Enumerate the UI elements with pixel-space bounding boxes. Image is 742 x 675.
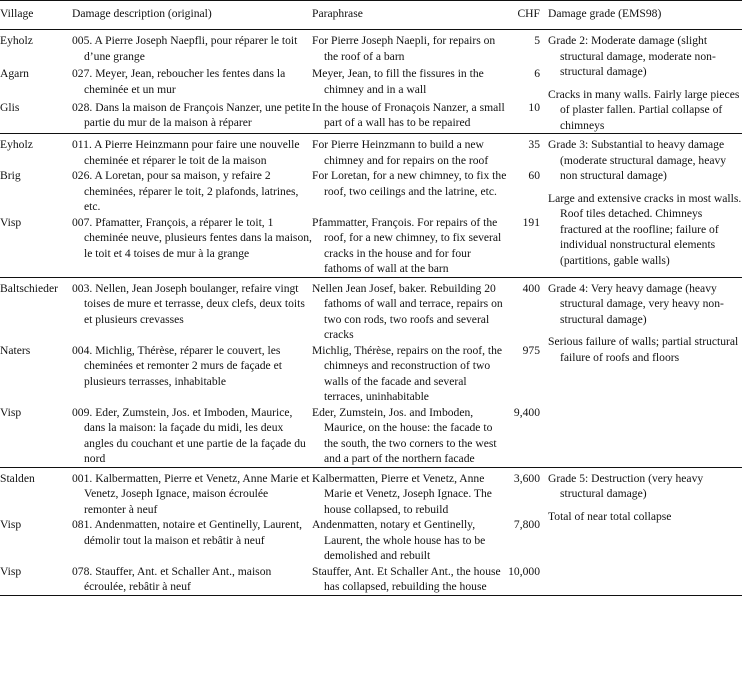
table-row <box>0 467 742 517</box>
paraphrase-cell: For Loretan, for a new chimney, to fix the roof, two ceilings and the latrine, etc. <box>312 169 507 198</box>
village-cell: Visp <box>0 215 22 229</box>
village-cell: Visp <box>0 518 22 531</box>
header-paraphrase: Paraphrase <box>312 7 363 20</box>
grade-5-group <box>0 467 742 595</box>
damage-grade-cell <box>548 134 742 278</box>
grade-4-group <box>0 277 742 467</box>
village-cell: Agarn <box>0 67 29 81</box>
village-cell: Eyholz <box>0 34 33 47</box>
chf-cell: 3,600 <box>513 471 540 485</box>
paraphrase-cell: For Pierre Heinzmann to build a new chimney and for repairs on the roof <box>312 138 489 167</box>
paraphrase-cell: Eder, Zumstein, Jos. and Imboden, Maurice, on the house: the facade to the south, the two corners to the west and a part of the northern facade <box>312 405 497 465</box>
table-row <box>0 30 742 67</box>
grade-description: Total of near total collapse <box>548 509 672 523</box>
paraphrase-cell: Stauffer, Ant. Et Schaller Ant., the house has collapsed, rebuilding the house <box>312 564 501 593</box>
paraphrase-cell: Kalbermatten, Pierre et Venetz, Anne Marie et Venetz, Joseph Ignace. The house collapsed, to rebuild <box>312 471 492 516</box>
paraphrase-cell: Nellen Jean Josef, baker. Rebuilding 20 fathoms of wall and terrace, repairs on two con rods, two roofs and several cracks <box>312 281 503 341</box>
original-description-cell: 081. Andenmatten, notaire et Gentinelly, Laurent, démolir tout la maison et rebâtir à neuf <box>72 518 303 547</box>
grade-3-group <box>0 134 742 278</box>
chf-cell: 975 <box>522 343 540 357</box>
chf-cell: 35 <box>528 138 540 151</box>
chf-cell: 5 <box>534 34 540 47</box>
chf-cell: 7,800 <box>513 518 540 531</box>
original-description-cell: 003. Nellen, Jean Joseph boulanger, refaire vingt toises de mure et terrasse, deux clefs, deux toits et plusieurs crevasses <box>72 281 305 326</box>
village-cell: Brig <box>0 169 21 182</box>
grade-title: Grade 2: Moderate damage (slight structural damage, moderate non-structural damage) <box>548 34 716 78</box>
header-village: Village <box>0 7 34 20</box>
chf-cell: 10 <box>528 100 540 114</box>
chf-cell: 60 <box>528 169 540 182</box>
grade-title: Grade 5: Destruction (very heavy structural damage) <box>548 471 704 500</box>
original-description-cell: 001. Kalbermatten, Pierre et Venetz, Anne Marie et Venetz, Joseph Ignace, maison écroulée remonter à neuf <box>72 471 310 516</box>
village-cell: Stalden <box>0 471 35 485</box>
paraphrase-cell: For Pierre Joseph Naepli, for repairs on the roof of a barn <box>312 34 496 63</box>
grade-description: Large and extensive cracks in most walls. Roof tiles detached. Chimneys fractured at the roofline; failure of individual nonstructural elements (partitions, gable walls) <box>548 191 742 267</box>
original-description-cell: 005. A Pierre Joseph Naepfli, pour réparer le toit d’une grange <box>72 34 298 63</box>
village-cell: Naters <box>0 343 31 357</box>
paraphrase-cell: Andenmatten, notary et Gentinelly, Laurent, the whole house has to be demolished and rebuilt <box>312 518 486 562</box>
grade-title: Grade 3: Substantial to heavy damage (moderate structural damage, heavy non structural damage) <box>548 138 727 182</box>
village-cell: Visp <box>0 405 22 419</box>
grade-description: Cracks in many walls. Fairly large pieces of plaster fallen. Partial collapse of chimneys <box>548 87 740 132</box>
village-cell: Visp <box>0 564 22 578</box>
damage-grade-cell <box>548 277 742 467</box>
original-description-cell: 009. Eder, Zumstein, Jos. et Imboden, Maurice, dans la maison: la façade du midi, les deux angles du couchant et une partie de la façade du nord <box>72 405 306 465</box>
header-damage-grade: Damage grade (EMS98) <box>548 7 662 20</box>
paraphrase-cell: Michlig, Thérèse, repairs on the roof, the chimneys and reconstruction of two walls of the facade and several terraces, uninhabitable <box>312 343 503 403</box>
original-description-cell: 078. Stauffer, Ant. et Schaller Ant., maison écroulée, rebâtir à neuf <box>72 564 272 593</box>
table-row <box>0 134 742 169</box>
chf-cell: 9,400 <box>513 405 540 419</box>
paraphrase-cell: In the house of Fronaçois Nanzer, a small part of a wall has to be repaired <box>312 100 505 130</box>
original-description-cell: 007. Pfamatter, François, a réparer le toit, 1 cheminée neuve, plusieurs fentes dans la maison, le toit et 4 toises de mur à la grange <box>72 215 312 260</box>
paraphrase-cell: Meyer, Jean, to fill the fissures in the chimney and in a wall <box>312 67 484 96</box>
original-description-cell: 026. A Loretan, pour sa maison, y refaire 2 cheminées, réparer le toit, 2 plafonds, latrines, etc. <box>72 169 299 213</box>
village-cell: Baltschieder <box>0 281 58 295</box>
grade-description: Serious failure of walls; partial structural failure of roofs and floors <box>548 335 739 364</box>
original-description-cell: 011. A Pierre Heinzmann pour faire une nouvelle cheminée et réparer le toit de la maison <box>72 138 300 167</box>
village-cell: Eyholz <box>0 138 33 151</box>
table-row <box>0 277 742 343</box>
header-damage-description: Damage description (original) <box>72 7 212 20</box>
damage-grade-cell <box>548 467 742 595</box>
original-description-cell: 004. Michlig, Thérèse, réparer le couvert, les cheminées et remonter 2 murs de façade et plusieurs terrasses, inhabitable <box>72 343 282 388</box>
village-cell: Glis <box>0 100 20 114</box>
header-row <box>0 1 742 30</box>
grade-title: Grade 4: Very heavy damage (heavy structural damage, very heavy non-structural damage) <box>548 281 724 326</box>
grade-2-group <box>0 30 742 134</box>
original-description-cell: 027. Meyer, Jean, reboucher les fentes dans la cheminée et un mur <box>72 67 286 96</box>
chf-cell: 10,000 <box>508 564 540 578</box>
chf-cell: 191 <box>522 215 540 229</box>
original-description-cell: 028. Dans la maison de François Nanzer, une petite partie du mur de la maison à réparer <box>72 100 311 130</box>
chf-cell: 400 <box>522 281 540 295</box>
paraphrase-cell: Pfammatter, François. For repairs of the roof, for a new chimney, to fix several cracks in the house and for four fathoms of wall at the barn <box>312 215 502 275</box>
damage-grade-cell <box>548 30 742 134</box>
chf-cell: 6 <box>534 67 540 81</box>
header-chf: CHF <box>517 7 540 20</box>
